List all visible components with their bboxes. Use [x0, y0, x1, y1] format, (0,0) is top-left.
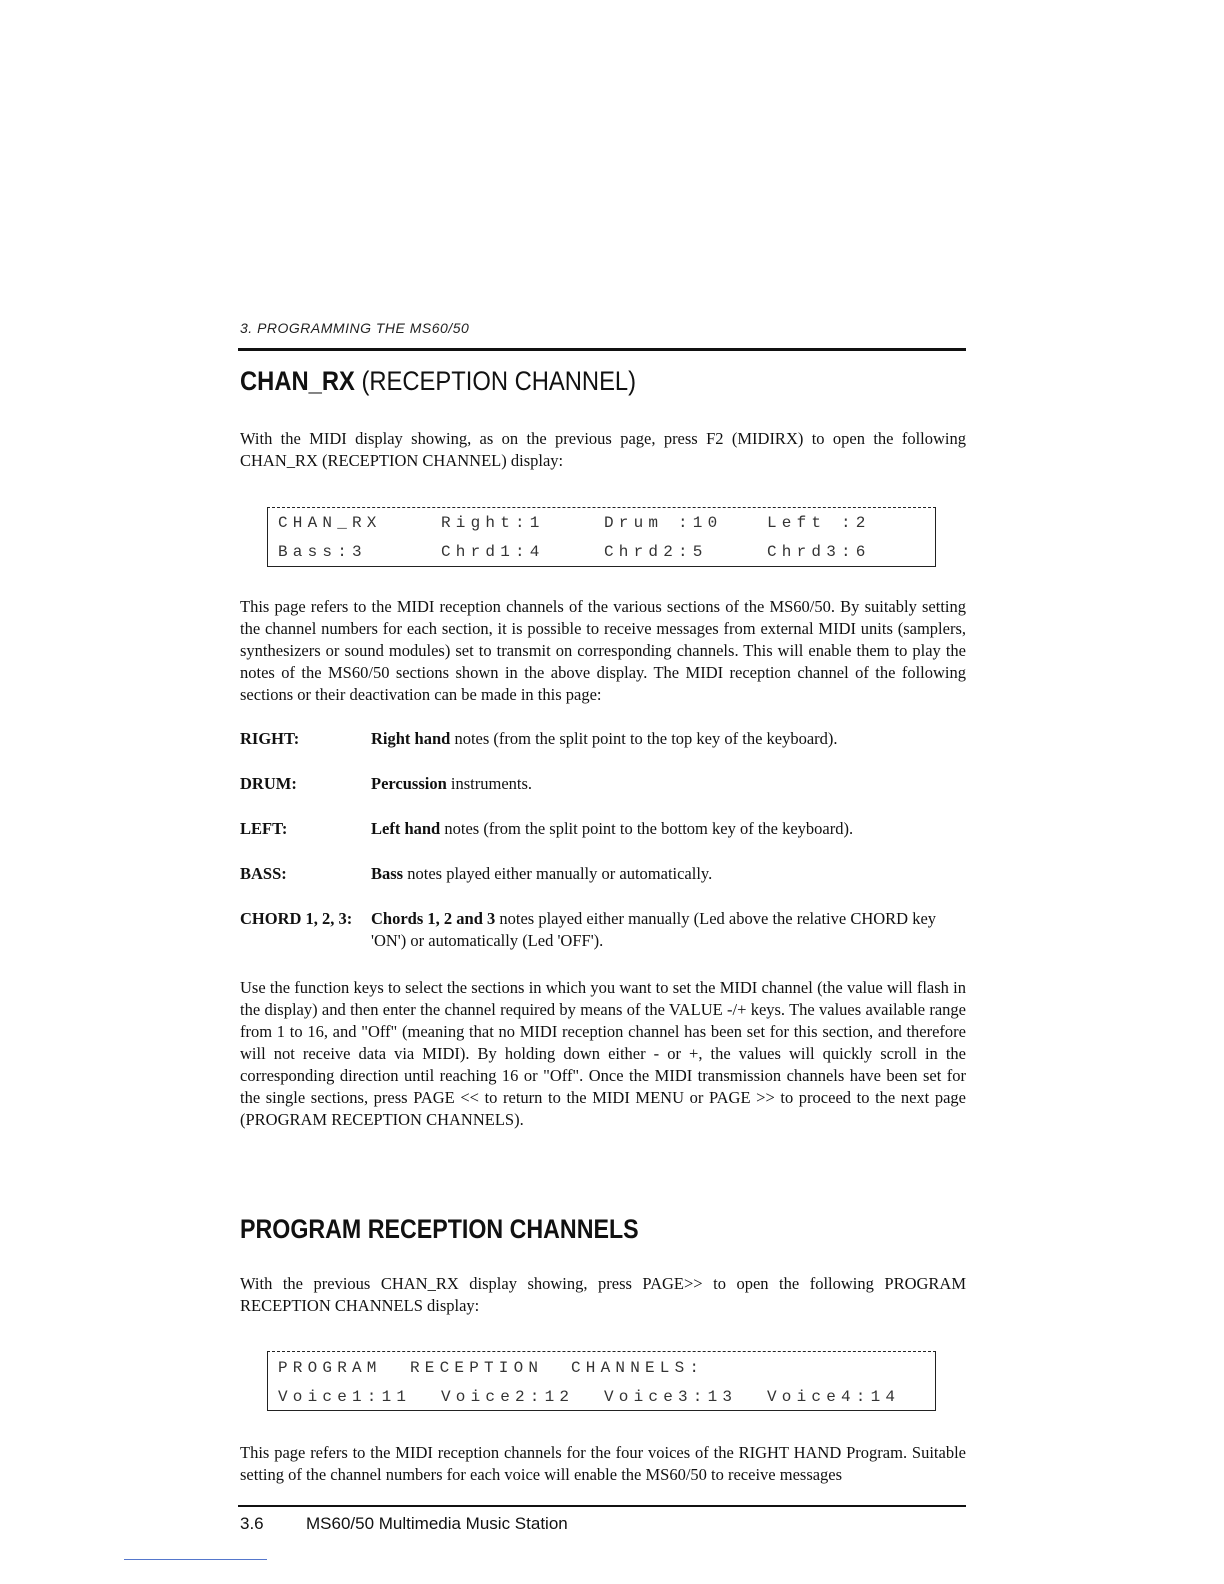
section-title-chan-rx	[240, 366, 636, 397]
lcd-cell: Chrd2:5	[604, 543, 708, 561]
lcd-cell: Chrd3:6	[767, 543, 871, 561]
lcd-row-1	[278, 1357, 705, 1379]
chapter-header: 3. PROGRAMMING THE MS60/50	[240, 320, 470, 336]
definition-desc: Percussion instruments.	[371, 774, 533, 793]
program-reception-description: This page refers to the MIDI reception channels for the four voices of the RIGHT HAND Program. Suitable setting of the channel numbers for each voice will enable the MS60/50 to receive messages	[240, 1443, 966, 1484]
definition-term: DRUM:	[240, 774, 297, 793]
definition-desc: Bass notes played either manually or automatically.	[371, 864, 713, 883]
section-title-program-reception: PROGRAM RECEPTION CHANNELS	[240, 1214, 639, 1244]
definition-term: BASS:	[240, 864, 287, 883]
chan-rx-intro: With the MIDI display showing, as on the previous page, press F2 (MIDIRX) to open the following CHAN_RX (RECEPTION CHANNEL) display:	[240, 429, 966, 470]
definition-desc: Chords 1, 2 and 3 notes played either manually (Led above the relative CHORD key 'ON') or automatically (Led 'OFF').	[371, 909, 937, 950]
footer-mark	[124, 1559, 267, 1560]
program-reception-intro: With the previous CHAN_RX display showing, press PAGE>> to open the following PROGRAM RECEPTION CHANNELS display:	[240, 1274, 966, 1315]
lcd-cell: CHAN_RX	[278, 514, 382, 532]
footer-title: MS60/50 Multimedia Music Station	[306, 1514, 568, 1533]
program-reception-display	[267, 1351, 936, 1411]
lcd-row-2	[278, 1386, 901, 1408]
chan-rx-usage: Use the function keys to select the sections in which you want to set the MIDI channel (the value will flash in the display) and then enter the channel required by means of the VALUE -/+ keys. The values available range from 1 to 16, and "Off" (meaning that no MIDI reception channel has been set for this section, and therefore will not receive data via MIDI). By holding down either - or +, the values will quickly scroll in the corresponding direction until reaching 16 or "Off". Once the MIDI transmission channels have been set for the single sections, press PAGE << to return to the MIDI MENU or PAGE >> to proceed to the next page (PROGRAM RECEPTION CHANNELS).	[240, 978, 966, 1129]
definition-term: RIGHT:	[240, 729, 300, 748]
definition-term: CHORD 1, 2, 3:	[240, 909, 353, 928]
lcd-cell: Voice3:13	[604, 1388, 738, 1406]
page-footer	[240, 1514, 568, 1534]
header-rule	[238, 348, 966, 351]
page-number: 3.6	[240, 1514, 264, 1533]
lcd-cell: RECEPTION	[410, 1359, 544, 1377]
lcd-cell: Voice1:11	[278, 1388, 412, 1406]
definition-desc: Left hand notes (from the split point to the bottom key of the keyboard).	[371, 819, 854, 838]
title-rest: (RECEPTION CHANNEL)	[354, 366, 637, 396]
lcd-cell: Voice4:14	[767, 1388, 901, 1406]
lcd-cell: PROGRAM	[278, 1359, 382, 1377]
lcd-cell: Voice2:12	[441, 1388, 575, 1406]
lcd-row-2	[278, 541, 871, 563]
lcd-row-1	[278, 512, 871, 534]
lcd-cell: CHANNELS:	[571, 1359, 705, 1377]
definition-term: LEFT:	[240, 819, 288, 838]
chan-rx-description: This page refers to the MIDI reception channels of the various sections of the MS60/50. By suitably setting the channel numbers for each section, it is possible to receive messages from external MIDI units (samplers, synthesizers or sound modules) set to transmit on corresponding channels. This will enable them to play the notes of the MS60/50 sections shown in the above display. The MIDI reception channel of the following sections or their deactivation can be made in this page:	[240, 597, 966, 704]
title-bold: CHAN_RX	[240, 366, 355, 396]
lcd-cell: Chrd1:4	[441, 543, 545, 561]
footer-rule	[238, 1505, 966, 1507]
lcd-cell: Right:1	[441, 514, 545, 532]
lcd-cell: Drum :10	[604, 514, 723, 532]
lcd-cell: Bass:3	[278, 543, 367, 561]
lcd-cell: Left :2	[767, 514, 871, 532]
chan-rx-display	[267, 507, 936, 567]
definition-desc: Right hand notes (from the split point to the top key of the keyboard).	[371, 729, 838, 748]
